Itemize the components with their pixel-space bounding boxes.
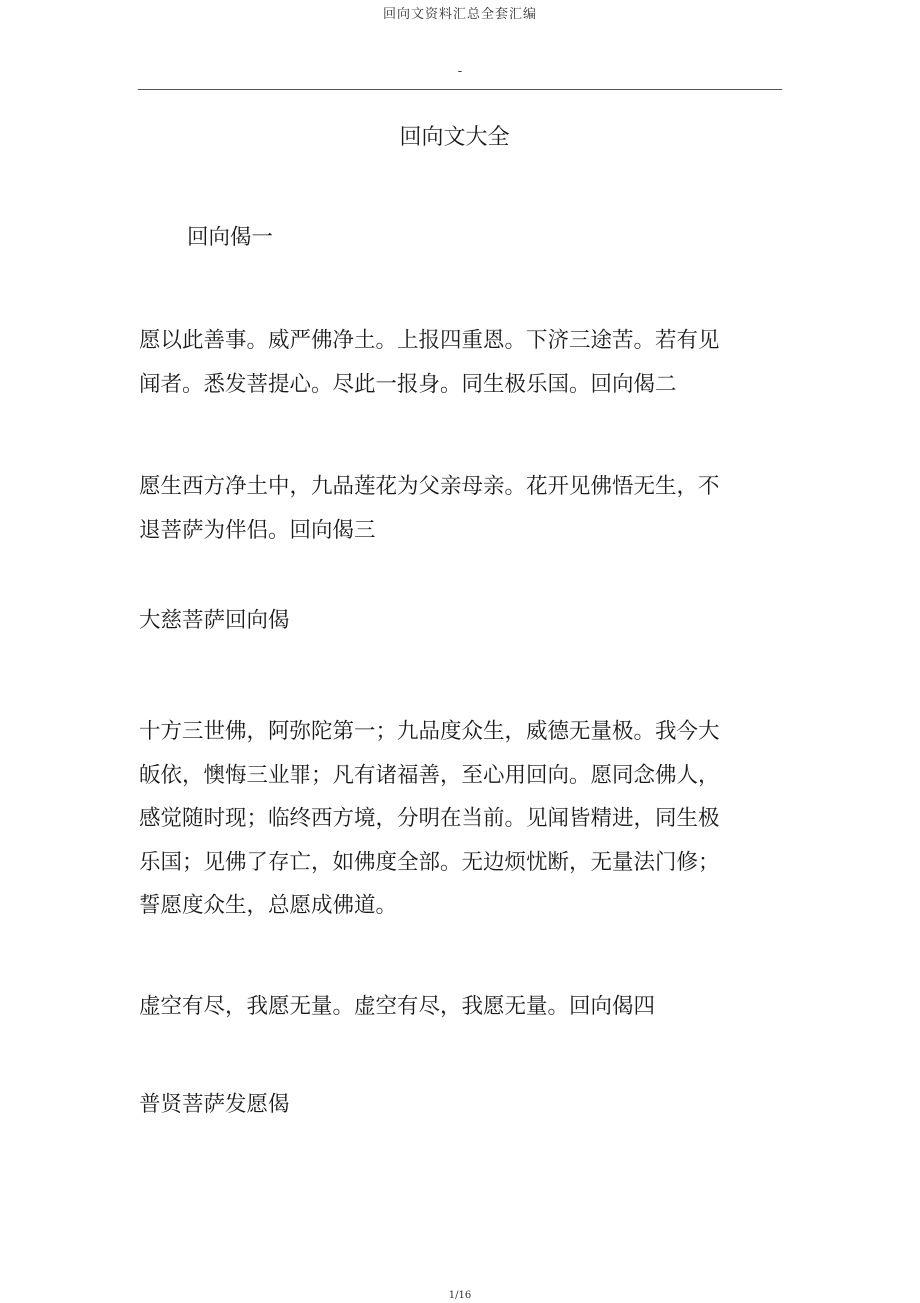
document-title: 回向文大全: [399, 125, 510, 150]
paragraph-verse-three-text: 虚空有尽，我愿无量。虚空有尽，我愿无量。回向偈四: [139, 994, 656, 1019]
header-mark: -: [457, 64, 463, 79]
paragraph-great-compassion-text: 十方三世佛，阿弥陀第一；九品度众生，威德无量极。我今大皈依，懊悔三业罪；凡有诸福善，至心用回向。愿同念佛人，感觉随时现；临终西方境，分明在当前。见闻皆精进，同生极乐国；见佛了存亡，如佛度全部。无边烦忧断，无量法门修；誓愿度众生，总愿成佛道。: [139, 719, 720, 918]
running-header-title: 回向文资料汇总全套汇编: [382, 7, 537, 22]
section-heading-samantabhadra: 普贤菩萨发愿偈: [139, 1092, 290, 1117]
page-number: 1/16: [448, 1290, 472, 1301]
section-heading-verse-one: 回向偈一: [187, 225, 274, 250]
paragraph-verse-two-text: 愿生西方净土中，九品莲花为父亲母亲。花开见佛悟无生，不退菩萨为伴侣。回向偈三: [139, 474, 720, 543]
header-divider: [138, 89, 782, 90]
paragraph-verse-one-text: 愿以此善事。威严佛净土。上报四重恩。下济三途苦。若有见闻者。悉发菩提心。尽此一报身。同生极乐国。回向偈二: [139, 328, 720, 397]
section-heading-great-compassion: 大慈菩萨回向偈: [139, 608, 290, 633]
